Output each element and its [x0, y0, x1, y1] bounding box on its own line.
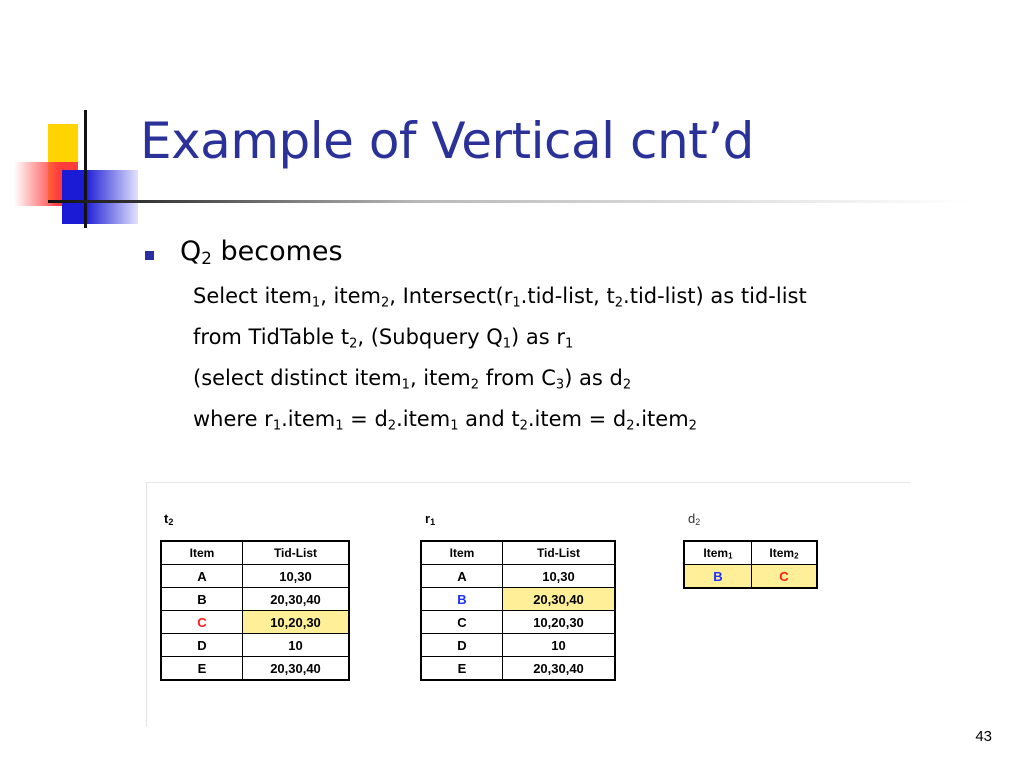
tables-figure	[146, 482, 911, 727]
table-header: Item	[421, 541, 503, 565]
table-r1	[420, 540, 616, 681]
table-row	[421, 565, 615, 588]
table-row	[161, 657, 349, 681]
table-cell: C	[421, 611, 503, 634]
table-cell: E	[161, 657, 243, 681]
table-cell: 10,30	[503, 565, 616, 588]
query-line-select: Select item$_1$, item$_2$, $Intersect(r_1.tid$-list, $t_2.tid-list$) as tid-list	[193, 284, 807, 311]
title-ornament-vertical-line	[84, 110, 87, 228]
table-row	[161, 611, 349, 634]
table-cell: 10,30	[243, 565, 350, 588]
table-cell: 10	[503, 634, 616, 657]
table-header: Item	[161, 541, 243, 565]
table-cell: 20,30,40	[503, 657, 616, 681]
table-cell-highlighted: 20,30,40	[503, 588, 616, 611]
table-cell: D	[421, 634, 503, 657]
table-row	[421, 634, 615, 657]
table-d2	[683, 540, 818, 589]
table-row	[684, 565, 817, 589]
table-header: Tid-List	[243, 541, 350, 565]
query-line-from: from TidTable $t_2$, (Subquery $Q_1$) as $r_1$	[193, 325, 574, 352]
table-row	[421, 611, 615, 634]
table-header: Tid-List	[503, 541, 616, 565]
table-t2-label: $t_2$	[164, 511, 174, 527]
table-cell: 10,20,30	[503, 611, 616, 634]
table-cell-highlighted: 10,20,30	[243, 611, 350, 634]
table-cell: A	[421, 565, 503, 588]
title-underline	[48, 200, 968, 203]
table-cell-highlighted: B	[684, 565, 752, 589]
table-row	[421, 588, 615, 611]
table-cell: 20,30,40	[243, 657, 350, 681]
table-row	[161, 588, 349, 611]
table-row	[161, 565, 349, 588]
table-cell: 20,30,40	[243, 588, 350, 611]
bullet-square-icon	[145, 251, 154, 260]
table-r1-label: $r_1$	[425, 511, 436, 527]
table-t2	[160, 540, 350, 681]
table-cell: 10	[243, 634, 350, 657]
table-cell: B	[421, 588, 503, 611]
table-cell: A	[161, 565, 243, 588]
table-cell: B	[161, 588, 243, 611]
table-cell-highlighted: C	[752, 565, 818, 589]
query-line-where: where $r_1.item_1$ = $d_2.item_1$ and $t_2.item$ = $d_2.item_2$	[193, 407, 697, 434]
table-row	[161, 634, 349, 657]
table-header: Item$_2$	[752, 541, 818, 565]
slide-title: Example of Vertical cnt’d	[140, 112, 754, 170]
page-number: 43	[975, 728, 992, 745]
query-line-subselect: (select distinct item$_1$, item$_2$ from $C_3$) as $d_2$	[193, 366, 632, 393]
table-row	[421, 657, 615, 681]
table-cell: D	[161, 634, 243, 657]
bullet-q2-becomes: $Q_2$ becomes	[180, 236, 343, 269]
table-header: Item$_1$	[684, 541, 752, 565]
title-ornament-blue	[62, 170, 138, 224]
table-cell: C	[161, 611, 243, 634]
table-d2-label: $d_2$	[688, 511, 701, 527]
table-cell: E	[421, 657, 503, 681]
